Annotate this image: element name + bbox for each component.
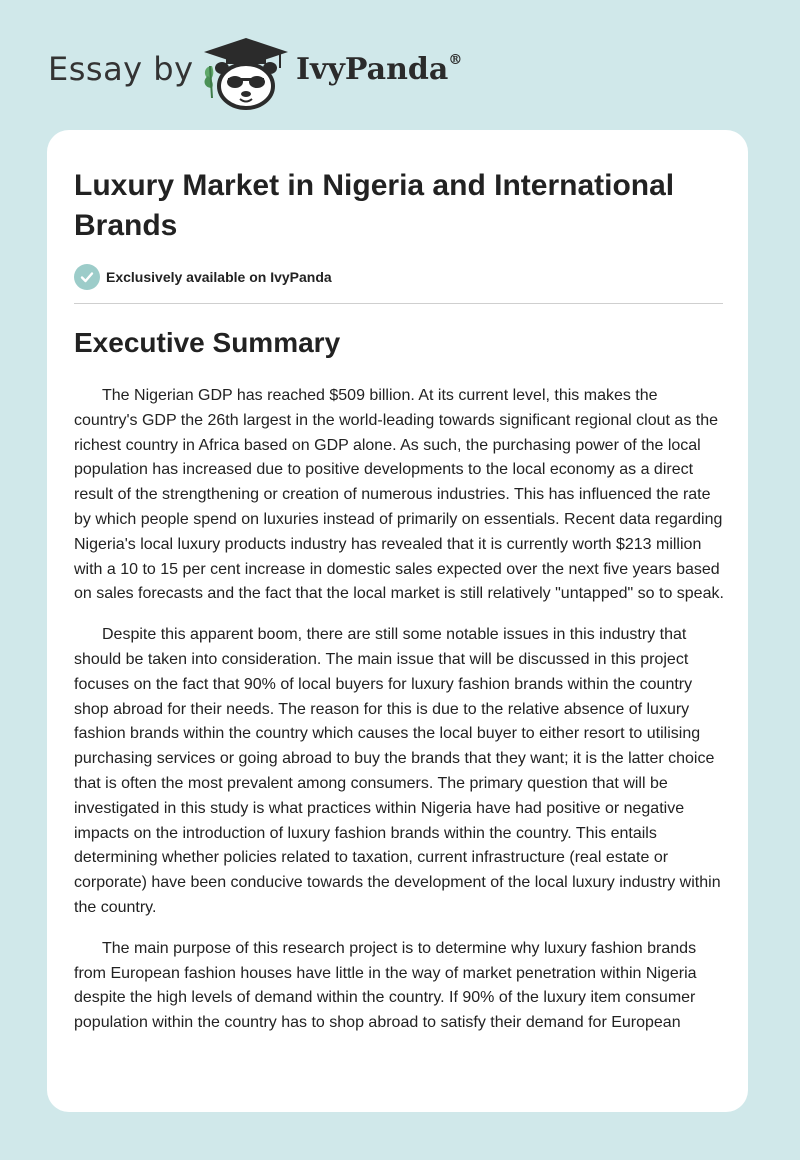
badge-label: Exclusively available on IvyPanda <box>106 269 332 285</box>
brand-name[interactable] <box>296 52 462 87</box>
check-icon <box>74 264 100 290</box>
paragraph: Despite this apparent boom, there are still some notable issues in this industry that should be taken into consideration. The main issue that will be discussed in this project focuses on the fact that 90% of local buyers for luxury fashion brands within the country shop abroad for their needs. The reason for this is due to the relative absence of luxury fashion brands within the country which causes the local buyer to either resort to utilising purchasing services or going abroad to buy the brands that they want; it is the latter choice that is often the most prevalent among consumers. The primary question that will be investigated in this study is what practices within Nigeria have had positive or negative impacts on the introduction of luxury fashion brands within the country. This entails determining whether policies related to taxation, current infrastructure (real estate or corporate) have been conducive towards the development of the local luxury industry within the country. <box>74 626 721 916</box>
section-heading: Executive Summary <box>74 327 341 358</box>
page-title: Luxury Market in Nigeria and International Brands <box>74 169 675 242</box>
essay-body <box>74 384 724 1052</box>
essay-by-label: Essay by <box>48 50 194 88</box>
panda-logo-icon[interactable] <box>200 36 292 110</box>
paragraph: The Nigerian GDP has reached $509 billion. At its current level, this makes the country's GDP the 26th largest in the world-leading towards significant regional clout as the richest country in Africa based on GDP alone. As such, the purchasing power of the local population has increased due to positive developments to the local economy as a direct result of the strengthening or creation of numerous industries. This has influenced the rate by which people spend on luxuries instead of primarily on essentials. Recent data regarding Nigeria's local luxury products industry has revealed that it is currently worth $213 million with a 10 to 15 per cent increase in domestic sales expected over the next five years based on sales forecasts and the fact that the local market is still relatively "untapped" so to speak. <box>74 387 724 603</box>
essay-card <box>47 130 748 1112</box>
exclusive-badge <box>74 264 332 290</box>
site-header <box>0 0 800 130</box>
paragraph: The main purpose of this research project is to determine why luxury fashion brands from European fashion houses have little in the way of market penetration within Nigeria despite the high levels of demand within the country. If 90% of the luxury item consumer population within the country has to shop abroad to satisfy their demand for European <box>74 939 697 1032</box>
divider <box>74 303 723 304</box>
registered-mark: ® <box>448 52 463 68</box>
brand-text: IvyPanda <box>296 52 449 87</box>
